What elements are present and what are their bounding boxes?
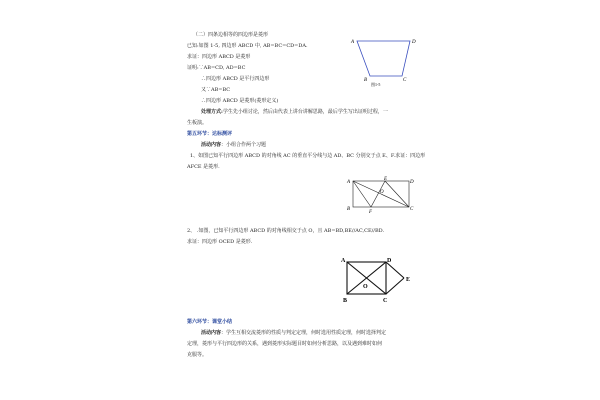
known-text: 已知:如图 1-5, 四边形 ABCD 中, AB=BC=CD=DA. xyxy=(187,43,308,49)
q2-label-o: O xyxy=(363,284,368,290)
proof-line-3: 又∵AB=BC xyxy=(201,87,231,93)
section-six-line-2: 定理，菱形与平行四边形的关系，遇到菱形实际题目时如何分析思路，以及遇到难时如何 xyxy=(187,341,383,347)
q2-label-b: B xyxy=(343,298,348,304)
section-five-activity-label: 活动内容 xyxy=(201,142,222,148)
question-two-line-2: 求证：四边形 OCED 是菱形. xyxy=(187,239,253,245)
section-five-activity-text: ：小组合作两个习题 xyxy=(221,142,267,148)
method-label: 处理方式: xyxy=(201,109,223,115)
rhombus-shape xyxy=(357,41,410,76)
section-five-heading: 第五环节：达标测评 xyxy=(187,131,233,137)
q1-label-d: D xyxy=(410,180,414,185)
figure-1-5-label-d: D xyxy=(412,40,416,45)
figure-1-5-label-b: B xyxy=(364,78,368,83)
figure-question-two xyxy=(338,254,418,304)
method-text-1: 学生先小组讨论，然后由代表上讲台讲解思路，最后学生写出证明过程，一 xyxy=(222,109,388,115)
section-five-activity xyxy=(201,142,266,148)
q2-label-c: C xyxy=(383,298,388,304)
figure-1-5-label-c: C xyxy=(403,78,407,83)
segment-ce xyxy=(386,278,404,294)
q1-label-b: B xyxy=(347,207,351,212)
figure-1-5-caption: 图1-5 xyxy=(371,82,381,87)
q2-label-e: E xyxy=(406,277,411,283)
prove-text: 求证：四边形 ABCD 是菱形 xyxy=(187,54,251,60)
proof-line-1: 证明:∵AB=CD, AD=BC xyxy=(187,65,246,71)
segment-ec xyxy=(385,181,409,207)
section-six-heading: 第六环节：课堂小结 xyxy=(187,319,233,325)
q2-label-d: D xyxy=(387,258,392,264)
segment-de xyxy=(386,262,404,278)
figure-1-5-label-a: A xyxy=(351,40,355,45)
section-six-activity-label: 活动内容 xyxy=(201,330,222,336)
q1-label-f: F xyxy=(369,210,373,214)
section-two-heading: （二）四条边相等的四边形是菱形 xyxy=(193,32,269,38)
method-line-2: 生板演。 xyxy=(187,120,208,126)
section-six-line-1 xyxy=(201,330,386,336)
section-six-line-3: 克服等。 xyxy=(187,352,208,358)
question-two-line-1: 2、 .如图，已知平行四边形 ABCD 的对角线相交于点 O，且 AB=BD,BE//AC,CE//BD. xyxy=(187,228,385,234)
question-one-line-2: AFCE 是菱形. xyxy=(187,164,220,170)
q1-label-o: O xyxy=(380,190,384,195)
question-one-line-1: 1、如图已知平行四边形 ABCD 的对角线 AC 的垂直平分线与边 AD、BC 分别交于点 E、F.求证：四边形 xyxy=(190,153,426,159)
q1-label-a: A xyxy=(347,180,351,185)
proof-line-2: ∴四边形 ABCD 是平行四边形 xyxy=(201,76,270,82)
proof-line-4: ∴四边形 ABCD 是菱形(菱形定义) xyxy=(201,98,279,104)
q1-label-c: C xyxy=(410,207,414,212)
figure-question-two-lines xyxy=(347,262,404,294)
section-six-text-1: ：学生互相交流菱形的性质与判定定理，何时选用性质定理，何时选择判定 xyxy=(221,330,387,336)
q1-label-e: E xyxy=(384,177,388,182)
figure-question-one xyxy=(346,174,418,214)
figure-1-5 xyxy=(345,32,425,112)
q2-label-a: A xyxy=(341,258,346,264)
